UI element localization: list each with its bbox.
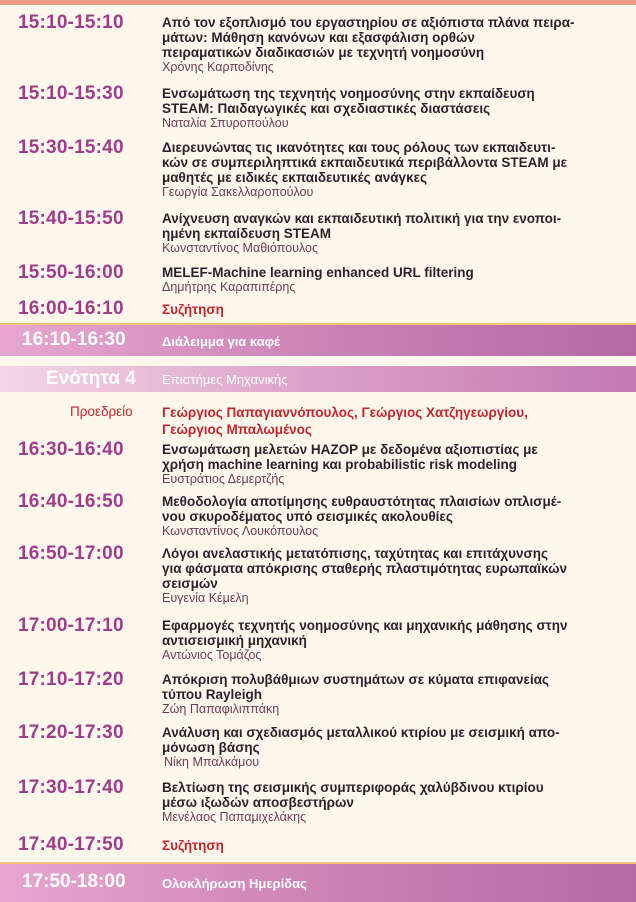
entry-time: 16:40-16:50 (18, 491, 124, 512)
entry-time: 16:30-16:40 (18, 439, 124, 460)
title-line: τύπου Rayleigh (162, 687, 262, 702)
entry-author: Κωνσταντίνος Μαθιόπουλος (162, 241, 318, 255)
title-line: μάτων: Μάθηση κανόνων και εξασφάλιση ορθών (162, 30, 475, 45)
entry-time: 15:10-15:10 (18, 12, 124, 33)
entry-title (162, 546, 622, 591)
entry-title (162, 780, 622, 810)
entry-author: Γεωργία Σακελλαροπούλου (162, 185, 314, 199)
entry-time: 17:30-17:40 (18, 777, 124, 798)
entry-time: 15:40-15:50 (18, 208, 124, 229)
chair-names (162, 404, 528, 438)
session-number: Ενότητα 4 (46, 368, 136, 389)
entry-time: 17:20-17:30 (18, 722, 124, 743)
title-line: χρήση machine learning και probabilistic risk modeling (162, 457, 518, 472)
title-line: MELEF-Machine learning enhanced URL filtering (162, 265, 474, 280)
title-line: Ενσωμάτωση μελετών HAZOP με δεδομένα αξιοπιστίας με (162, 442, 538, 457)
entry-author: Νίκη Μπαλκάμου (164, 755, 260, 769)
title-line: νου σκυροδέματος υπό σεισμικές ακολουθίες (162, 509, 453, 524)
chair-label: Προεδρείο (70, 404, 133, 419)
title-line: Από τον εξοπλισμό του εργαστηρίου σε αξιόπιστα πλάνα πειρα- (162, 15, 575, 30)
entry-author: Ευγενία Κέμελη (162, 591, 249, 605)
entry-title (162, 211, 622, 241)
entry-title (162, 15, 622, 60)
title-line: σεισμών (162, 576, 218, 591)
break-time: 16:10-16:30 (22, 329, 126, 350)
title-line: κών σε συμπεριληπτικά εκπαιδευτικά περιβάλλοντα STEAM με (162, 155, 567, 170)
title-line: μαθητές με ειδικές εκπαιδευτικές ανάγκες (162, 170, 428, 185)
entry-author: Ζώη Παπαφιλιππάκη (162, 702, 280, 716)
entry-time: 15:10-15:30 (18, 83, 124, 104)
entry-title (162, 86, 622, 116)
entry-time: 17:10-17:20 (18, 669, 124, 690)
top-accent-line (0, 0, 636, 5)
title-line: Διερευνώντας τις ικανότητες και τους ρόλους των εκπαιδευτι- (162, 140, 556, 155)
entry-author: Μενέλαος Παπαμιχελάκης (162, 810, 307, 824)
coffee-break-band (0, 323, 636, 356)
discussion-label: Συζήτηση (162, 302, 224, 317)
entry-title (162, 672, 622, 702)
entry-author: Κωνσταντίνος Λουκόπουλος (162, 524, 319, 538)
entry-time: 15:50-16:00 (18, 262, 124, 283)
title-line: μόνωση βάσης (162, 740, 260, 755)
entry-author: Χρόνης Καρποδίνης (162, 60, 274, 74)
entry-time: 17:40-17:50 (18, 834, 124, 855)
title-line: Ανάλυση και σχεδιασμός μεταλλικού κτιρίου με σεισμική απο- (162, 725, 560, 740)
closing-label: Ολοκλήρωση Ημερίδας (162, 876, 307, 891)
entry-author: Ναταλία Σπυροπούλου (162, 116, 289, 130)
session-band (0, 366, 636, 392)
title-line: Ενσωμάτωση της τεχνητής νοημοσύνης στην εκπαίδευση (162, 86, 535, 101)
discussion-label: Συζήτηση (162, 838, 224, 853)
title-line: Εφαρμογές τεχνητής νοημοσύνης και μηχανικής μάθησης στην (162, 618, 568, 633)
chair-names-line: Γεώργιος Παπαγιαννόπουλος, Γεώργιος Χατζηγεωργίου, (162, 405, 528, 420)
title-line: Μεθοδολογία αποτίμησης ευθραυστότητας πλαισίων οπλισμέ- (162, 494, 562, 509)
title-line: Ανίχνευση αναγκών και εκπαιδευτική πολιτική για την ενοποι- (162, 211, 562, 226)
title-line: ημένη εκπαίδευση STEAM (162, 226, 331, 241)
entry-title (162, 442, 622, 472)
entry-author: Δημήτρης Καραπιπέρης (162, 280, 296, 294)
title-line: πειραματικών διαδικασιών με τεχνητή νοημοσύνη (162, 45, 485, 60)
title-line: Απόκριση πολυβάθμιων συστημάτων σε κύματα επιφανείας (162, 672, 550, 687)
entry-author: Αντώνιος Τομάζος (162, 648, 262, 662)
closing-band (0, 862, 636, 902)
closing-time: 17:50-18:00 (22, 871, 126, 892)
title-line: αντισεισμική μηχανική (162, 633, 307, 648)
entry-author: Ευστράτιος Δεμερτζής (162, 472, 285, 486)
title-line: STEAM: Παιδαγωγικές και σχεδιαστικές διαστάσεις (162, 101, 491, 116)
session-name: Επιστήμες Μηχανικής (162, 372, 288, 387)
entry-time: 15:30-15:40 (18, 137, 124, 158)
entry-title (162, 494, 622, 524)
entry-time: 17:00-17:10 (18, 615, 124, 636)
entry-time: 16:00-16:10 (18, 298, 124, 319)
entry-title (162, 725, 622, 755)
title-line: μέσω ιξωδών αποσβεστήρων (162, 795, 354, 810)
title-line: για φάσματα απόκρισης σταθερής πλαστιμότητας ευρωπαϊκών (162, 561, 568, 576)
entry-title (162, 618, 622, 648)
chair-names-line: Γεώργιος Μπαλωμένος (162, 422, 312, 437)
entry-time: 16:50-17:00 (18, 543, 124, 564)
title-line: Βελτίωση της σεισμικής συμπεριφοράς χαλύβδινου κτιρίου (162, 780, 544, 795)
title-line: Λόγοι ανελαστικής μετατόπισης, ταχύτητας και επιτάχυνσης (162, 546, 549, 561)
break-label: Διάλειμμα για καφέ (162, 334, 280, 349)
entry-title (162, 265, 622, 280)
entry-title (162, 140, 622, 185)
